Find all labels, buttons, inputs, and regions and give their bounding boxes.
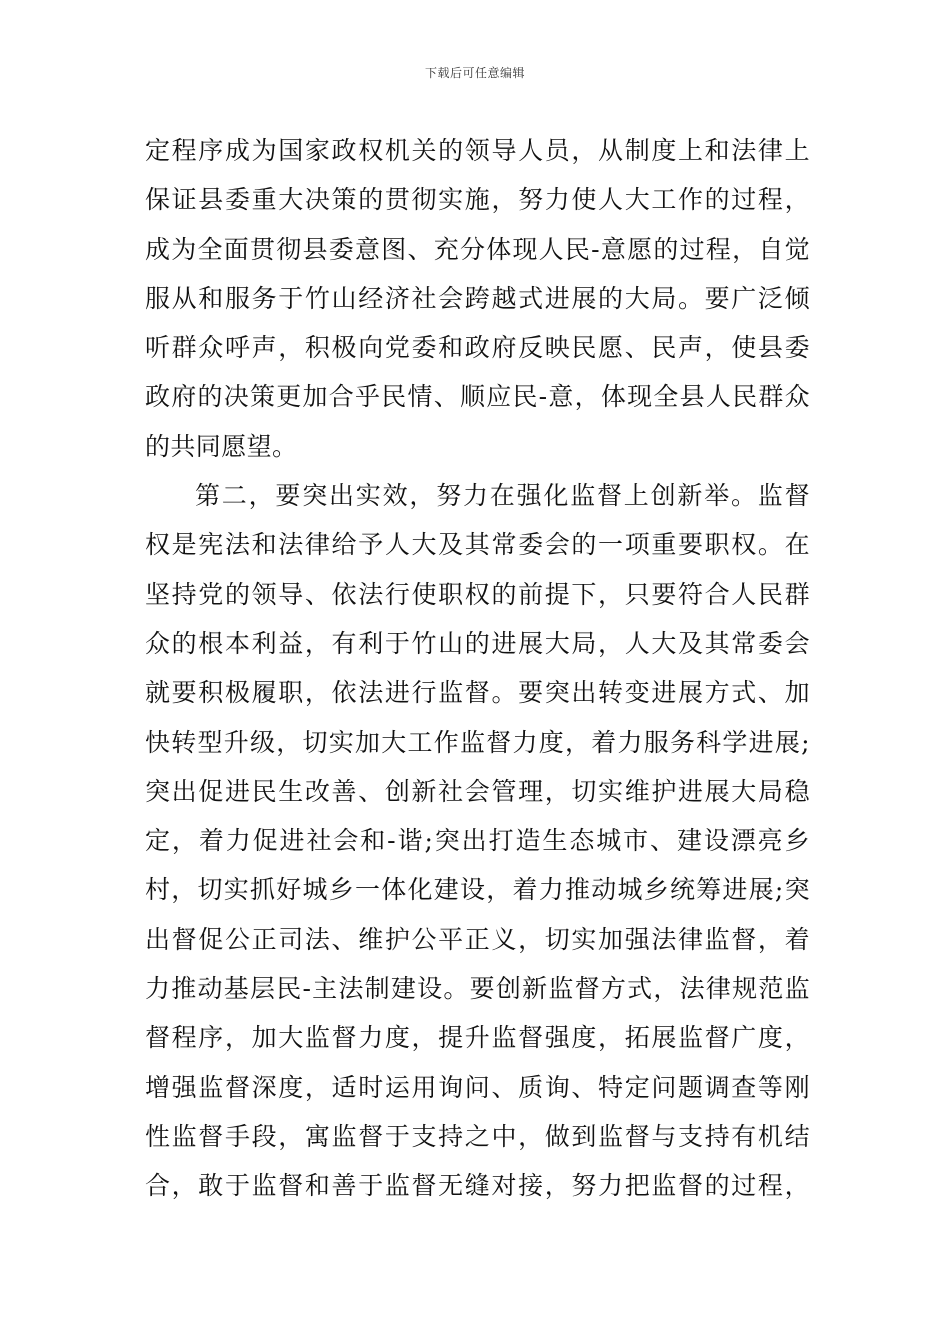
text-line: 合，敢于监督和善于监督无缝对接，努力把监督的过程， [145,1171,810,1201]
text-line: 保证县委重大决策的贯彻实施，努力使人大工作的过程， [145,185,810,215]
text-line: 督程序，加大监督力度，提升监督强度，拓展监督广度， [145,1023,810,1053]
text-line: 听群众呼声，积极向党委和政府反映民愿、民声，使县委 [145,333,810,363]
text-line: 定，着力促进社会和-谐;突出打造生态城市、建设漂亮乡 [145,826,810,856]
text-line: 的共同愿望。 [145,431,298,461]
text-line: 众的根本利益，有利于竹山的进展大局，人大及其常委会 [145,628,810,658]
text-line: 村，切实抓好城乡一体化建设，着力推动城乡统筹进展;突 [145,875,810,905]
paragraph-start-line: 第二，要突出实效，努力在强化监督上创新举。监督 [195,481,810,511]
text-line: 力推动基层民-主法制建设。要创新监督方式，法律规范监 [145,974,810,1004]
text-line: 快转型升级，切实加大工作监督力度，着力服务科学进展; [145,727,810,757]
text-line: 定程序成为国家政权机关的领导人员，从制度上和法律上 [145,136,810,165]
text-line: 坚持党的领导、依法行使职权的前提下，只要符合人民群 [145,579,810,609]
text-line: 增强监督深度，适时运用询问、质询、特定问题调查等刚 [145,1072,810,1102]
text-line: 服从和服务于竹山经济社会跨越式进展的大局。要广泛倾 [145,283,810,313]
text-line: 权是宪法和法律给予人大及其常委会的一项重要职权。在 [145,530,810,560]
text-line: 突出促进民生改善、创新社会管理，切实维护进展大局稳 [145,776,810,806]
text-line: 性监督手段，寓监督于支持之中，做到监督与支持有机结 [145,1121,810,1151]
text-line: 出督促公正司法、维护公平正义，切实加强法律监督，着 [145,924,810,954]
text-line: 政府的决策更加合乎民情、顺应民-意，体现全县人民群众 [145,382,810,412]
body-text [145,126,810,1211]
text-line: 就要积极履职，依法进行监督。要突出转变进展方式、加 [145,678,810,708]
page-header: 下载后可任意编辑 [424,66,525,80]
text-line: 成为全面贯彻县委意图、充分体现人民-意愿的过程，自觉 [145,234,810,264]
